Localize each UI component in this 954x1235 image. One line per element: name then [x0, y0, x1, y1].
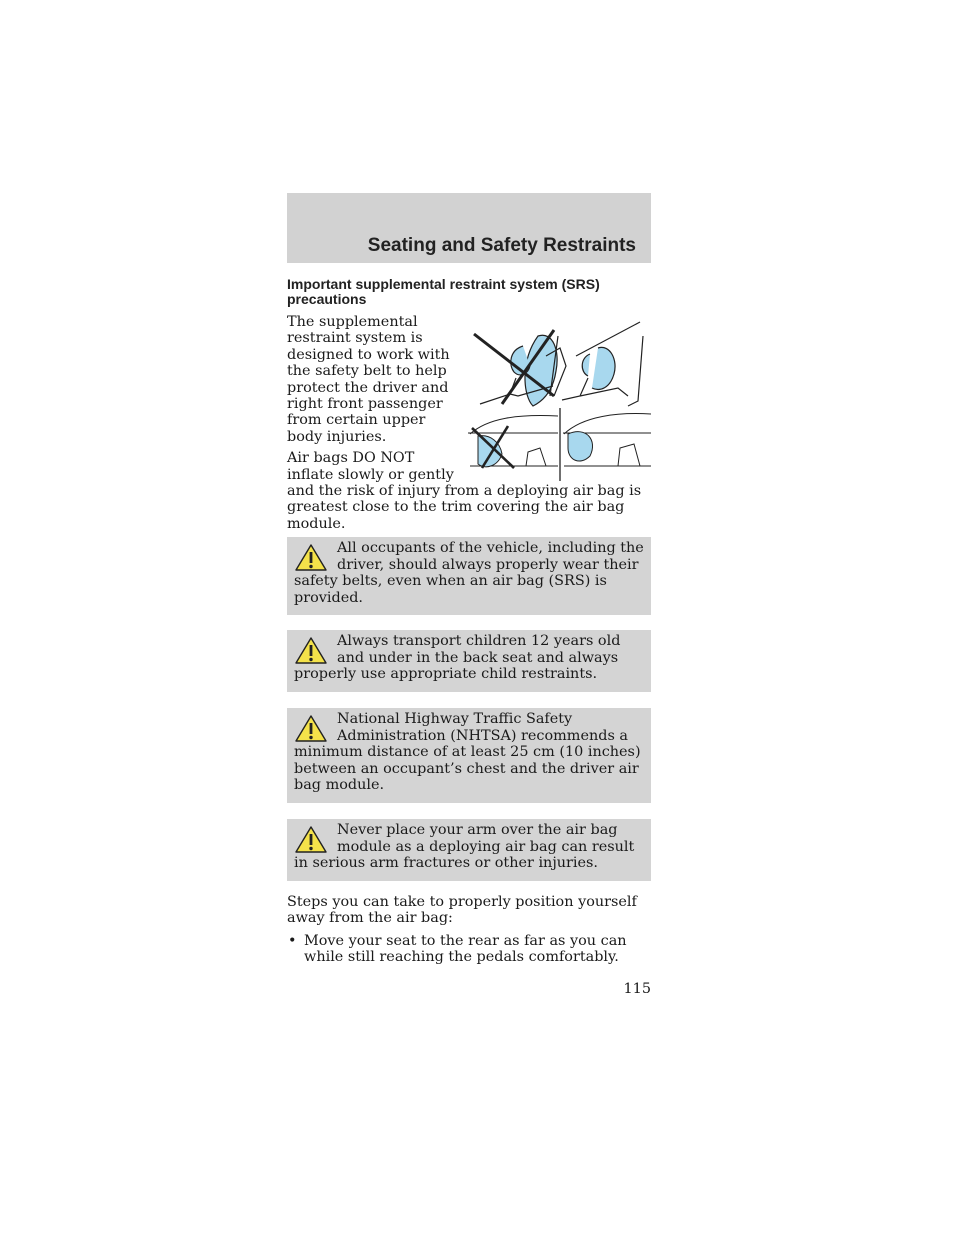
warning-text-2: Always transport children 12 years old and under in the back seat and always properly use appropriate child restraints. — [294, 633, 621, 682]
warning-triangle-icon — [294, 543, 328, 573]
list-item — [287, 933, 651, 966]
intro-paragraph-1: The supplemental restraint system is designed to work with the safety belt to help protect the driver and right front passenger from certain upper body injuries. — [287, 314, 450, 445]
warning-text-3: National Highway Traffic Safety Administration (NHTSA) recommends a minimum distance of at least 25 cm (10 inches) between an occupant’s chest and the driver air bag module. — [294, 711, 641, 793]
warning-triangle-icon — [294, 714, 328, 744]
car-side-view-diagrams — [468, 408, 651, 481]
warning-text-4: Never place your arm over the air bag module as a deploying air bag can result in serious arm fractures or other injuries. — [294, 822, 635, 871]
warning-triangle-icon — [294, 825, 328, 855]
steps-intro: Steps you can take to properly position yourself away from the air bag: — [287, 894, 637, 927]
warning-text-1: All occupants of the vehicle, including the driver, should always properly wear their safety belts, even when an air bag (SRS) is provided. — [294, 540, 644, 606]
section-title: Seating and Safety Restraints — [367, 235, 636, 256]
intro-text — [287, 314, 651, 537]
list-item-text: Move your seat to the rear as far as you can while still reaching the pedals comfortably. — [304, 933, 627, 966]
passenger-correct-position-figure — [562, 322, 643, 406]
bullet-icon: • — [288, 933, 297, 949]
passenger-too-close-figure — [474, 330, 566, 406]
page-number: 115 — [623, 981, 651, 997]
section-heading: Important supplemental restraint system (SRS) precautions — [287, 276, 600, 307]
warning-triangle-icon — [294, 636, 328, 666]
intro-paragraph-2: Air bags DO NOT inflate slowly or gently and the risk of injury from a deploying air bag is greatest close to the trim covering the air bag module. — [287, 450, 642, 532]
warning-box-1 — [287, 537, 651, 615]
airbag-illustration — [468, 316, 651, 481]
warning-box-3 — [287, 708, 651, 803]
warning-box-2 — [287, 630, 651, 692]
header-band — [287, 193, 651, 263]
warning-box-4 — [287, 819, 651, 881]
